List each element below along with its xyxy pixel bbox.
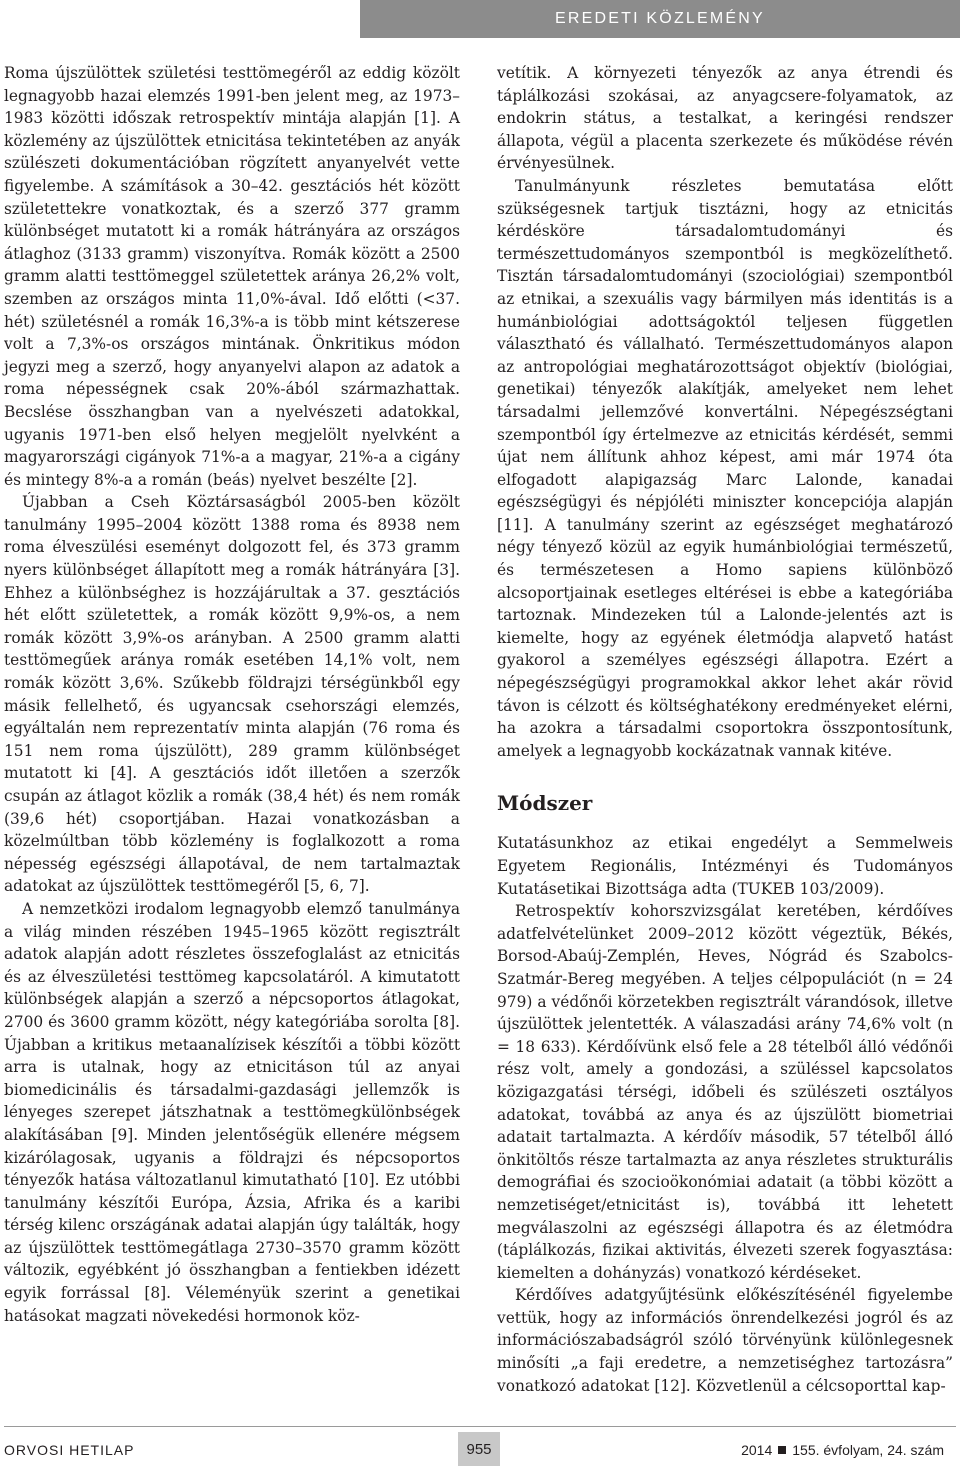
separator-square-icon [778,1446,786,1454]
left-column [4,62,460,1327]
issue-volume: 155. évfolyam, 24. szám [792,1442,944,1458]
right-column [497,62,953,1397]
footer-divider [4,1426,956,1427]
section-title: Módszer [497,791,593,816]
section-label: EREDETI KÖZLEMÉNY [555,10,765,27]
body-paragraph: A nemzetközi irodalom legnagyobb elemző tanulmánya a világ minden részében 1945–1965 között regisztrált adatok alapján adott részletes összefoglalást az etnicitás és az élveszületési testtömeg kapcsolatáról. A kimutatott különbségek alapján a szerző a népcsoportos átlagokat, 2700 és 3600 gramm között, négy kategóriába sorolta [8]. Újabban a kritikus metaanalízisek készítői a többi között arra is utalnak, hogy az etnicitáson túl az anyai biomedicinális és társadalmi-gazdasági jellemzők is lényeges szerepet játszhatnak a testtömegkülönbségek alakításában [9]. Minden jelentőségük ellenére mégsem kizárólagosak, ugyanis a földrajzi és népcsoportos tényezők hatása változatlanul kimutatható [10]. Ez utóbbi tanulmány készítői Európa, Ázsia, Afrika és a karibi térség kilenc országának adatai alapján úgy találták, hogy az újszülöttek testtömegátlaga 2730–3570 gramm között változik, egyébként jó összhangban a fentiekben idézett egyik forrással [8]. Véleményük szerint a genetikai hatásokat magzati növekedési hormonok köz- [4,899,460,1325]
section-header [360,0,960,38]
body-paragraph: Újabban a Cseh Köztársaságból 2005-ben közölt tanulmány 1995–2004 között 1388 roma és 8938 nem roma élveszülési eseményt dolgozott fel, és 373 gramm nyers különbséget állapított meg a romák hátrányára [3]. Ehhez a különbséghez is hozzájárultak a 37. gesztációs hét előtt születettek, a romák között 9,9%-os, a nem romák között 3,9%-os arányban. A 2500 gramm alatti testtömegűek aránya romák esetében 14,1% volt, nem romák között 3,6%. Szűkebb földrajzi térségünkből egy másik fellelhető, és ugyancsak csehországi elemzés, egyáltalán nem reprezentatív minta alapján (76 roma és 151 nem roma újszülött), 289 gramm különbséget mutatott ki [4]. A gesztációs időt illetően a szerzők csupán az átlagot közlik a romák (38,4 hét) és nem romák (39,6 hét) csoportjában. Hazai vonatkozásban a közelmúltban több közlemény is foglalkozott a roma népesség egészségi állapotával, de nem tartalmaztak adatokat az újszülöttek testtömegéről [5, 6, 7]. [4,493,460,896]
body-paragraph: Retrospektív kohorszvizsgálat keretében, kérdőíves adatfelvételünket 2009–2012 között végeztük, Békés, Borsod-Abaúj-Zemplén, Heves, Nógrád és Szabolcs-Szatmár-Bereg megyében. A teljes célpopulációt (n = 24 979) a védőnői körzetekben regisztrált várandósok, illetve újszülöttek jelentették. A válaszadási arány 74,6% volt (n = 18 633). Kérdőívünk első fele a 28 tételből álló védőnői rész volt, amely a gondozási, a szüléssel kapcsolatos közigazgatási térségi, időbeli és szülészeti osztályos adatokat, továbbá az anya és az újszülött biometriai adatait tartalmazta. A kérdőív második, 57 tételből álló önkitöltős része tartalmazta az anya részletes strukturális demográfiai és szocioökonómiai adatait (a többi között a nemzetiséget/etnicitást is), továbbá itt lehetett megválaszolni az egészségi állapotra és az életmódra (táplálkozás, fizikai aktivitás, élvezeti szerek fogyasztása: kiemelten a dohányzás) vonatkozó kérdéseket. [497,902,953,1282]
body-paragraph: Roma újszülöttek születési testtömegéről az eddig közölt legnagyobb hazai elemzés 1991-ben jelent meg, az 1973–1983 közötti időszak retrospektív mintája alapján [1]. A közlemény az újszülöttek etnicitása tekintetében az anyák szülészeti dokumentációban rögzített anyanyelvét vette figyelembe. A számítások a 30–42. gesztációs hét között születettekre vonatkoztak, és a szerző 377 gramm különbséget mutatott ki a romák hátrányára az országos átlaghoz (3133 gramm) viszonyítva. Romák között a 2500 gramm alatti testtömeggel születettek aránya 26,2% volt, szemben az országos minta 11,0%-ával. Idő előtti (<37. hét) születésnél a romák 16,3%-a is több mint kétszerese volt a 7,3%-os országos mintának. Önkritikus módon jegyzi meg a szerző, hogy anyanyelvi alapon az adatok a roma népességnek csak 20%-ából származhattak. Becslése összhangban van a nyelvészeti adatokkal, ugyanis 1971-ben első helyen megjelölt nyelvként a magyarországi cigányok 71%-a a magyar, 21%-a a cigány és mintegy 8%-a a román (beás) nyelvet beszélte [2]. [4,64,460,489]
issue-year: 2014 [741,1442,773,1458]
issue-info [741,1442,944,1458]
page-number: 955 [466,1440,492,1458]
page-number-box [458,1432,500,1466]
body-paragraph: Kérdőíves adatgyűjtésünk előkészítésénél figyelembe vettük, hogy az információs önrendelkezési jogról és az információszabadságról szóló törvényünk különlegesnek minősíti „a faji eredetre, a nemzetiséghez tartozásra” vonatkozó adatokat [12]. Közvetlenül a célcsoporttal kap- [497,1286,953,1395]
body-paragraph: Tanulmányunk részletes bemutatása előtt szükségesnek tartjuk tisztázni, hogy az etnicitás kérdésköre társadalomtudományi és természettudományos szempontból is megközelíthető. Tisztán társadalomtudományi (szociológiai) szempontból az etnikai, a szexuális vagy bármilyen más identitás is a humánbiológiai adottságoktól teljesen független választható és vállalható. Természettudományos alapon az antropológiai meghatározottságot objektív (biológiai, genetikai) tényezők alakítják, amelyeket nem lehet társadalmi jellemzővé konvertálni. Népegészségtani szempontból így értelmezve az etnicitás kérdését, semmi újat nem állítunk ahhoz képest, ami már 1974 óta elfogadott alapigazság Marc Lalonde, kanadai egészségügyi és népjóléti miniszter koncepciója alapján [11]. A tanulmány szerint az egészséget meghatározó négy tényező közül az egyik humánbiológiai természetű, és természetesen a Homo sapiens különböző alcsoportjainak esetleges eltérései is ebbe a kategóriába tartoznak. Mindezeken túl a Lalonde-jelentés azt is kiemelte, hogy az egyének életmódja alapvető hatást gyakorol a személyes egészségi állapotra. Ezért a népegészségügyi programokkal akkor lehet akár rövid távon is célzott és költséghatékony eredményeket elérni, ha azokra a társadalmi csoportokra összpontosítunk, amelyek a legnagyobb kockázatnak vannak kitéve. [497,176,953,760]
body-paragraph: vetítik. A környezeti tényezők az anya étrendi és táplálkozási szokásai, az anyagcsere-folyamatok, az endokrin státus, a testalkat, a keringési rendszer állapota, végül a placenta szerkezete és működése révén érvényesülnek. [497,64,953,173]
body-paragraph: Kutatásunkhoz az etikai engedélyt a Semmelweis Egyetem Regionális, Intézményi és Tudományos Kutatásetikai Bizottsága adta (TUKEB 103/2009). [497,834,953,898]
journal-name: ORVOSI HETILAP [4,1442,135,1458]
page-footer [0,1426,960,1470]
